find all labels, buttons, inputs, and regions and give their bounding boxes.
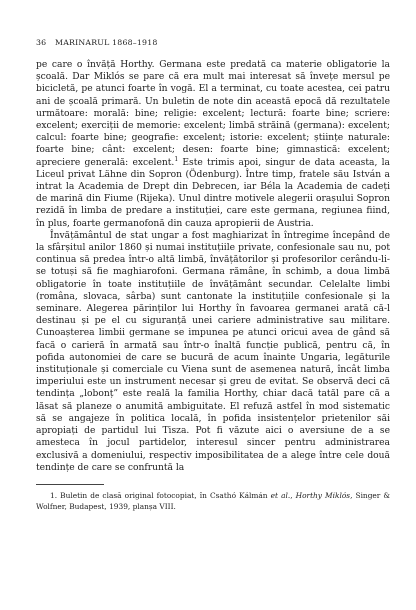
- footnote-et-al: et al.: [270, 490, 291, 500]
- footnote-separator: ,: [290, 490, 296, 500]
- paragraph-1-text-a: pe care o învăță Horthy. Germana este predată ca materie obligatorie la școală. Dar Miklós se pare că era mult mai interesat să învețe mersul pe bicicletă, pe atunci foarte în vogă. El a terminat, cu toate acestea, cei patru ani de școală primară. Un buletin de note din această epocă dă rezultatele următoare: morală: bine; religie: excelent; lectură: foarte bine; scriere: excelent; exerciții de memorie: excelent; limbă străină (germana): excelent; calcul: foarte bine; geografie: excelent; istorie: excelent; științe naturale: foarte bine; cânt: excelent; desen: foarte bine; gimnastică: excelent; apreciere generală: excelent.: [36, 60, 390, 168]
- book-page: [36, 38, 390, 512]
- footnote-1: [36, 491, 390, 512]
- paragraph-1-text-b: Este trimis apoi, singur de data aceasta, la Liceul privat Lähne din Sopron (Ödenburg). Între timp, fratele său István a intrat la Academia de Drept din Debrecen, iar Béla la Academia de cadeți de marină din Fiume (Rijeka). Unul dintre motivele alegerii orașului Sopron rezidă în limba de predare a instituției, care este germana, regiunea fiind, în plus, foarte germanofonă din cauza apropierii de Austria.: [36, 157, 390, 229]
- main-text: [36, 59, 390, 474]
- paragraph-2: Învățământul de stat ungar a fost maghiarizat în întregime începând de la sfârșitul anilor 1860 și numai instituțiile private, confesionale sau nu, pot continua să predea într-o altă limbă, învățătorilor și profesorilor cerându-li-se totuși să fie maghiarofoni. Germana rămâne, în schimb, a doua limbă obligatorie în toate instituțiile de învățământ secundar. Celelalte limbi (româna, slovaca, sârba) sunt cantonate la instituțiile confesionale și la seminare. Alegerea părinților lui Horthy în favoarea germanei arată că-l destinau și pe el cu siguranță unei cariere administrative sau militare. Cunoașterea limbii germane se impunea pe atunci oricui avea de gând să facă o carieră în armată sau într-o înaltă funcție publică, pentru că, în pofida autonomiei de care se bucură de acum înainte Ungaria, legăturile instituționale și comerciale cu Viena sunt de asemenea natură, încât limba imperiului este un instrument necesar și greu de evitat. Se observă deci că tendința „lobonț” este reală la familia Horthy, chiar dacă tatăl pare că a lăsat să planeze o anumită ambiguitate. El refuză astfel în mod sistematic să se angajeze în politica locală, în pofida insistențelor prietenilor săi apropiați de partidul lui Tisza. Pot fi văzute aici o aversiune de a se amesteca în jocul partidelor, interesul sincer pentru administrarea exclusivă a domeniului, respectiv imposibilitatea de a alege între cele două tendințe de care se confruntă la: [36, 230, 390, 473]
- running-header: [36, 38, 390, 47]
- footnotes-section: [36, 491, 390, 512]
- footnote-text-before: Buletin de clasă original fotocopiat, în Csathó Kálmán: [57, 490, 271, 500]
- page-number: 36: [36, 38, 47, 47]
- footnote-text-after: , Singer & Wolfner, Budapest, 1939, planșa VIII.: [36, 490, 390, 511]
- paragraph-1: [36, 59, 390, 230]
- footnote-reference[interactable]: 1: [174, 155, 179, 163]
- running-title: MARINARUL 1868–1918: [55, 38, 158, 47]
- footnote-book-title: Horthy Miklós: [295, 490, 351, 500]
- footnote-divider: [36, 484, 104, 485]
- footnote-number: 1.: [50, 490, 58, 500]
